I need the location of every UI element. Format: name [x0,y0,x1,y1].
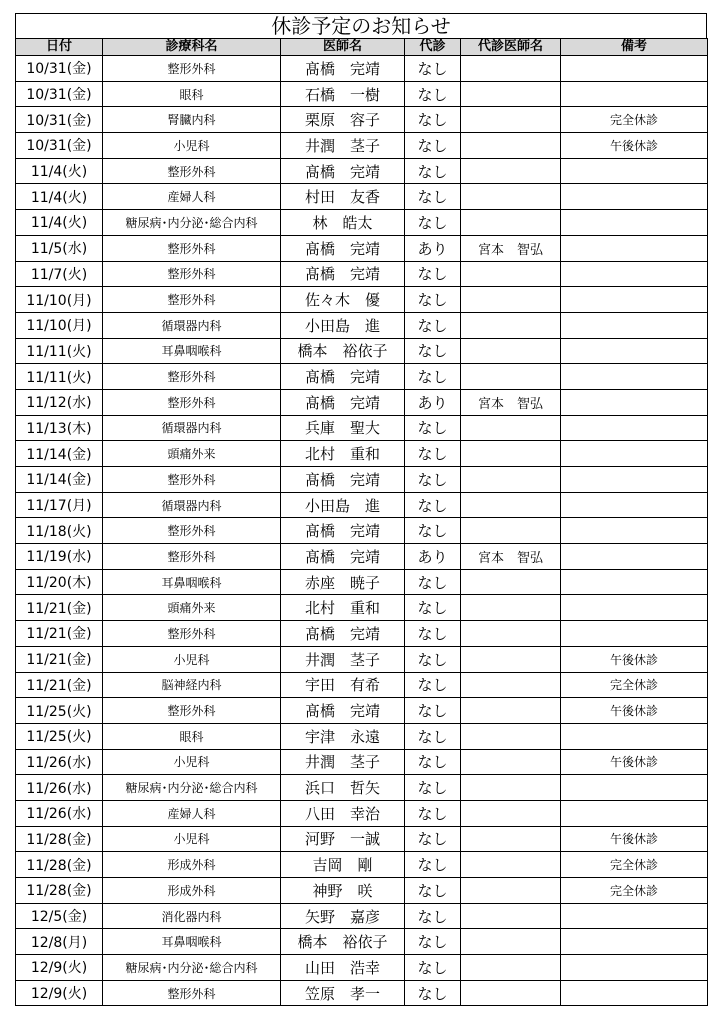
table-row [16,56,708,82]
date-cell: 11/26(水) [16,800,103,826]
table-header [16,39,708,56]
table-row [16,723,708,749]
doctor-cell: 笠原 孝一 [281,980,405,1006]
doctor-cell: 林 皓太 [281,210,405,236]
doctor-cell: 髙橋 完靖 [281,698,405,724]
date-cell: 11/21(金) [16,595,103,621]
substitute-cell: なし [405,775,461,801]
table-row [16,441,708,467]
note-cell: 完全休診 [561,878,708,904]
note-cell: 午後休診 [561,698,708,724]
note-cell [561,210,708,236]
substitute-doctor-cell [461,621,561,647]
department-cell: 眼科 [103,81,281,107]
date-cell: 11/14(金) [16,467,103,493]
date-cell: 11/18(火) [16,518,103,544]
department-cell: 小児科 [103,646,281,672]
substitute-cell: なし [405,569,461,595]
table-row [16,261,708,287]
substitute-cell: なし [405,312,461,338]
table-row [16,158,708,184]
date-cell: 11/19(水) [16,544,103,570]
doctor-cell: 井潤 茎子 [281,133,405,159]
substitute-cell: なし [405,826,461,852]
note-cell [561,492,708,518]
note-cell [561,235,708,261]
note-cell [561,903,708,929]
table-row [16,672,708,698]
department-cell: 眼科 [103,723,281,749]
department-cell: 整形外科 [103,56,281,82]
note-cell [561,56,708,82]
doctor-cell: 髙橋 完靖 [281,235,405,261]
doctor-cell: 河野 一誠 [281,826,405,852]
doctor-cell: 八田 幸治 [281,800,405,826]
date-cell: 11/25(火) [16,723,103,749]
doctor-cell: 矢野 嘉彦 [281,903,405,929]
table-row [16,698,708,724]
doctor-cell: 兵庫 聖大 [281,415,405,441]
substitute-cell: なし [405,800,461,826]
substitute-cell: あり [405,544,461,570]
department-cell: 糖尿病･内分泌･総合内科 [103,210,281,236]
department-cell: 整形外科 [103,261,281,287]
substitute-cell: なし [405,903,461,929]
date-cell: 12/9(火) [16,980,103,1006]
substitute-cell: なし [405,723,461,749]
doctor-cell: 髙橋 完靖 [281,158,405,184]
substitute-doctor-cell [461,518,561,544]
header-department: 診療科名 [103,39,281,56]
date-cell: 11/28(金) [16,878,103,904]
substitute-doctor-cell [461,441,561,467]
date-cell: 11/5(水) [16,235,103,261]
substitute-doctor-cell [461,492,561,518]
date-cell: 11/26(水) [16,775,103,801]
date-cell: 10/31(金) [16,56,103,82]
substitute-doctor-cell: 宮本 智弘 [461,235,561,261]
doctor-cell: 髙橋 完靖 [281,544,405,570]
table-row [16,929,708,955]
note-cell [561,544,708,570]
note-cell [561,261,708,287]
date-cell: 11/21(金) [16,621,103,647]
date-cell: 11/4(火) [16,210,103,236]
note-cell [561,723,708,749]
date-cell: 11/26(水) [16,749,103,775]
doctor-cell: 小田島 進 [281,312,405,338]
date-cell: 11/17(月) [16,492,103,518]
table-row [16,81,708,107]
doctor-cell: 石橋 一樹 [281,81,405,107]
note-cell: 午後休診 [561,826,708,852]
header-doctor: 医師名 [281,39,405,56]
doctor-cell: 髙橋 完靖 [281,389,405,415]
doctor-cell: 栗原 容子 [281,107,405,133]
table-row [16,364,708,390]
note-cell: 完全休診 [561,672,708,698]
substitute-cell: なし [405,287,461,313]
substitute-doctor-cell [461,56,561,82]
date-cell: 11/21(金) [16,646,103,672]
substitute-cell: なし [405,980,461,1006]
substitute-doctor-cell [461,903,561,929]
substitute-cell: なし [405,492,461,518]
substitute-cell: なし [405,107,461,133]
table-row [16,646,708,672]
substitute-doctor-cell [461,800,561,826]
doctor-cell: 神野 咲 [281,878,405,904]
department-cell: 整形外科 [103,389,281,415]
substitute-cell: なし [405,133,461,159]
note-cell [561,569,708,595]
date-cell: 12/8(月) [16,929,103,955]
date-cell: 11/14(金) [16,441,103,467]
doctor-cell: 髙橋 完靖 [281,621,405,647]
note-cell [561,81,708,107]
doctor-cell: 宇田 有希 [281,672,405,698]
substitute-doctor-cell [461,723,561,749]
substitute-cell: なし [405,852,461,878]
note-cell [561,800,708,826]
note-cell [561,980,708,1006]
substitute-doctor-cell [461,312,561,338]
date-cell: 11/12(水) [16,389,103,415]
substitute-doctor-cell [461,415,561,441]
substitute-cell: なし [405,595,461,621]
substitute-doctor-cell [461,929,561,955]
date-cell: 12/9(火) [16,955,103,981]
table-row [16,184,708,210]
note-cell [561,364,708,390]
substitute-cell: なし [405,955,461,981]
doctor-cell: 佐々木 優 [281,287,405,313]
table-row [16,312,708,338]
table-row [16,492,708,518]
department-cell: 循環器内科 [103,492,281,518]
department-cell: 糖尿病･内分泌･総合内科 [103,955,281,981]
department-cell: 循環器内科 [103,415,281,441]
date-cell: 11/28(金) [16,852,103,878]
department-cell: 腎臓内科 [103,107,281,133]
department-cell: 整形外科 [103,467,281,493]
substitute-cell: なし [405,338,461,364]
note-cell [561,467,708,493]
table-row [16,955,708,981]
doctor-cell: 山田 浩幸 [281,955,405,981]
date-cell: 11/7(火) [16,261,103,287]
substitute-doctor-cell [461,261,561,287]
date-cell: 11/4(火) [16,158,103,184]
department-cell: 整形外科 [103,544,281,570]
note-cell [561,287,708,313]
table-row [16,338,708,364]
table-row [16,389,708,415]
department-cell: 整形外科 [103,518,281,544]
substitute-doctor-cell [461,569,561,595]
substitute-cell: なし [405,646,461,672]
substitute-doctor-cell [461,184,561,210]
date-cell: 11/21(金) [16,672,103,698]
table-row [16,287,708,313]
table-row [16,235,708,261]
note-cell: 完全休診 [561,107,708,133]
note-cell: 完全休診 [561,852,708,878]
substitute-cell: なし [405,81,461,107]
note-cell: 午後休診 [561,646,708,672]
department-cell: 耳鼻咽喉科 [103,338,281,364]
date-cell: 10/31(金) [16,133,103,159]
doctor-cell: 北村 重和 [281,595,405,621]
date-cell: 11/11(火) [16,338,103,364]
department-cell: 整形外科 [103,158,281,184]
note-cell [561,338,708,364]
table-row [16,878,708,904]
substitute-doctor-cell [461,158,561,184]
date-cell: 11/13(木) [16,415,103,441]
department-cell: 形成外科 [103,878,281,904]
substitute-cell: なし [405,929,461,955]
department-cell: 耳鼻咽喉科 [103,569,281,595]
date-cell: 11/10(月) [16,287,103,313]
note-cell [561,518,708,544]
substitute-doctor-cell [461,698,561,724]
substitute-doctor-cell [461,980,561,1006]
note-cell [561,312,708,338]
department-cell: 糖尿病･内分泌･総合内科 [103,775,281,801]
substitute-doctor-cell [461,595,561,621]
date-cell: 11/10(月) [16,312,103,338]
department-cell: 頭痛外来 [103,441,281,467]
substitute-doctor-cell [461,826,561,852]
substitute-doctor-cell [461,672,561,698]
doctor-cell: 髙橋 完靖 [281,261,405,287]
table-row [16,800,708,826]
doctor-cell: 橋本 裕依子 [281,338,405,364]
table-row [16,415,708,441]
department-cell: 整形外科 [103,980,281,1006]
header-substitute-doctor: 代診医師名 [461,39,561,56]
department-cell: 整形外科 [103,287,281,313]
department-cell: 消化器内科 [103,903,281,929]
doctor-cell: 髙橋 完靖 [281,467,405,493]
substitute-doctor-cell [461,775,561,801]
substitute-doctor-cell: 宮本 智弘 [461,544,561,570]
doctor-cell: 髙橋 完靖 [281,518,405,544]
note-cell [561,621,708,647]
doctor-cell: 髙橋 完靖 [281,56,405,82]
substitute-doctor-cell [461,81,561,107]
page-title: 休診予定のお知らせ [15,13,707,38]
closure-notice-sheet [15,13,707,1006]
substitute-cell: なし [405,672,461,698]
department-cell: 頭痛外来 [103,595,281,621]
table-row [16,621,708,647]
substitute-doctor-cell: 宮本 智弘 [461,389,561,415]
header-row [16,39,708,56]
table-row [16,569,708,595]
substitute-cell: なし [405,415,461,441]
substitute-cell: あり [405,235,461,261]
department-cell: 耳鼻咽喉科 [103,929,281,955]
table-row [16,980,708,1006]
date-cell: 11/25(火) [16,698,103,724]
doctor-cell: 吉岡 剛 [281,852,405,878]
table-row [16,775,708,801]
substitute-doctor-cell [461,338,561,364]
department-cell: 小児科 [103,133,281,159]
substitute-cell: なし [405,364,461,390]
note-cell [561,415,708,441]
table-row [16,595,708,621]
department-cell: 形成外科 [103,852,281,878]
note-cell: 午後休診 [561,749,708,775]
doctor-cell: 髙橋 完靖 [281,364,405,390]
note-cell [561,158,708,184]
closure-schedule-table [15,38,708,1006]
substitute-doctor-cell [461,955,561,981]
table-row [16,749,708,775]
table-row [16,210,708,236]
substitute-doctor-cell [461,107,561,133]
note-cell [561,184,708,210]
substitute-cell: なし [405,184,461,210]
doctor-cell: 赤座 暁子 [281,569,405,595]
substitute-doctor-cell [461,364,561,390]
table-row [16,133,708,159]
table-row [16,467,708,493]
date-cell: 11/11(火) [16,364,103,390]
header-date: 日付 [16,39,103,56]
doctor-cell: 村田 友香 [281,184,405,210]
department-cell: 産婦人科 [103,800,281,826]
doctor-cell: 浜口 哲矢 [281,775,405,801]
table-body [16,56,708,1006]
note-cell [561,955,708,981]
substitute-doctor-cell [461,467,561,493]
substitute-cell: なし [405,441,461,467]
doctor-cell: 宇津 永遠 [281,723,405,749]
note-cell: 午後休診 [561,133,708,159]
date-cell: 11/20(木) [16,569,103,595]
table-row [16,518,708,544]
date-cell: 10/31(金) [16,81,103,107]
header-note: 備考 [561,39,708,56]
note-cell [561,441,708,467]
department-cell: 産婦人科 [103,184,281,210]
substitute-cell: なし [405,749,461,775]
note-cell [561,775,708,801]
substitute-doctor-cell [461,852,561,878]
date-cell: 10/31(金) [16,107,103,133]
doctor-cell: 小田島 進 [281,492,405,518]
doctor-cell: 北村 重和 [281,441,405,467]
substitute-cell: なし [405,878,461,904]
substitute-cell: なし [405,698,461,724]
department-cell: 整形外科 [103,364,281,390]
substitute-cell: なし [405,56,461,82]
doctor-cell: 井潤 茎子 [281,749,405,775]
substitute-cell: あり [405,389,461,415]
note-cell [561,929,708,955]
substitute-cell: なし [405,210,461,236]
doctor-cell: 橋本 裕依子 [281,929,405,955]
doctor-cell: 井潤 茎子 [281,646,405,672]
substitute-doctor-cell [461,287,561,313]
note-cell [561,595,708,621]
header-substitute: 代診 [405,39,461,56]
department-cell: 整形外科 [103,235,281,261]
substitute-cell: なし [405,158,461,184]
date-cell: 11/4(火) [16,184,103,210]
table-row [16,826,708,852]
substitute-cell: なし [405,621,461,647]
substitute-doctor-cell [461,210,561,236]
department-cell: 小児科 [103,826,281,852]
substitute-doctor-cell [461,646,561,672]
department-cell: 脳神経内科 [103,672,281,698]
table-row [16,852,708,878]
substitute-cell: なし [405,518,461,544]
note-cell [561,389,708,415]
table-row [16,903,708,929]
date-cell: 12/5(金) [16,903,103,929]
date-cell: 11/28(金) [16,826,103,852]
department-cell: 整形外科 [103,698,281,724]
table-row [16,107,708,133]
substitute-cell: なし [405,261,461,287]
department-cell: 整形外科 [103,621,281,647]
substitute-doctor-cell [461,749,561,775]
substitute-doctor-cell [461,878,561,904]
table-row [16,544,708,570]
department-cell: 循環器内科 [103,312,281,338]
department-cell: 小児科 [103,749,281,775]
substitute-cell: なし [405,467,461,493]
substitute-doctor-cell [461,133,561,159]
